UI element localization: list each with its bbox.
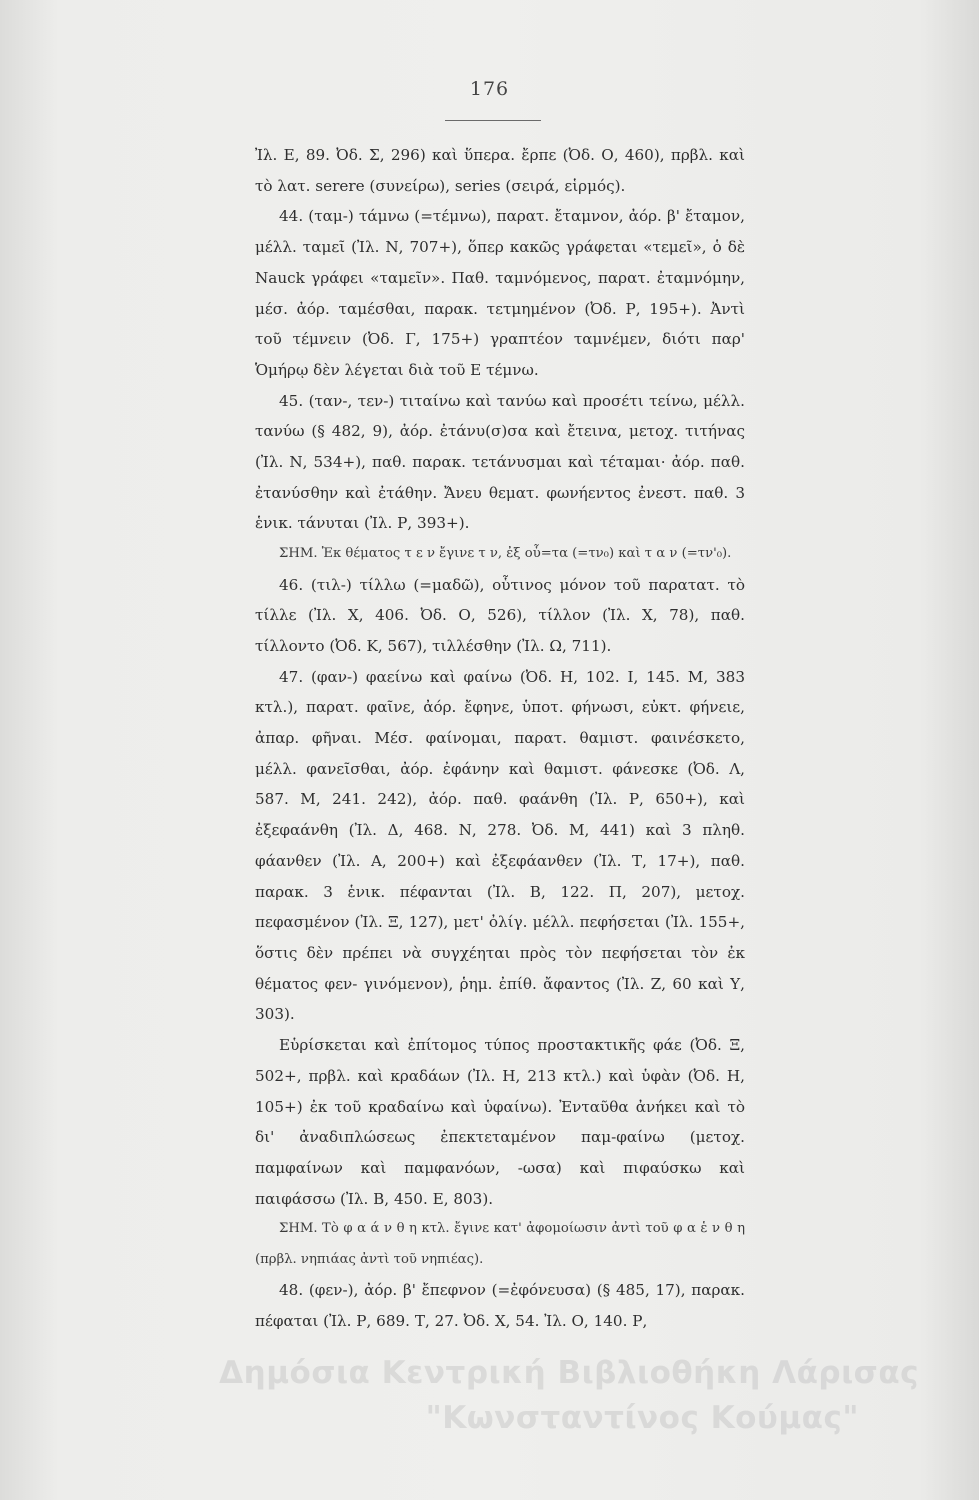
- note-45: ΣΗΜ. Ἐκ θέματος τ ε ν ἔγινε τ ν, ἐξ οὗ=τα (=τν₀) καὶ τ α ν (=τν'₀).: [279, 546, 732, 562]
- paragraph-45: 45. (ταν-, τεν-) τιταίνω καὶ τανύω καὶ προσέτι τείνω, μέλλ. τανύω (§ 482, 9), ἀόρ. ἐτάνυ(σ)σα καὶ ἔτεινα, μετοχ. τιτήνας (Ἰλ. Ν, 534+), παθ. παρακ. τετάνυσμαι καὶ τέταμαι· ἀόρ. παθ. ἐτανύσθην καὶ ἐτάθην. Ἄνευ θεματ. φωνήεντος ἐνεστ. παθ. 3 ἑνικ. τάνυται (Ἰλ. Ρ, 393+).: [255, 391, 745, 533]
- library-watermark-line2: "Κωνσταντίνος Κούμας": [425, 1400, 859, 1436]
- paragraph-44: 44. (ταμ-) τάμνω (=τέμνω), παρατ. ἔταμνον, ἀόρ. β' ἔταμον, μέλλ. ταμεῖ (Ἰλ. Ν, 707+), ὅπερ κακῶς γράφεται «τεμεῖ», ὁ δὲ Nauck γράφει «ταμεῖν». Παθ. ταμνόμενος, παρατ. ἐταμνόμην, μέσ. ἀόρ. ταμέσθαι, παρακ. τετμημένον (Ὀδ. Ρ, 195+). Ἀντὶ τοῦ τέμνειν (Ὀδ. Γ, 175+) γραπτέον ταμνέμεν, διότι παρ' Ὁμήρῳ δὲν λέγεται διὰ τοῦ Ε τέμνω.: [255, 207, 745, 379]
- note-47: ΣΗΜ. Τὸ φ α ά ν θ η κτλ. ἔγινε κατ' ἀφομοίωσιν ἀντὶ τοῦ φ α ἑ ν θ η (πρβλ. νηπιάας ἀντὶ τοῦ νηπιέας).: [255, 1221, 745, 1267]
- paragraph-48: 48. (φεν-), ἀόρ. β' ἔπεφνον (=ἐφόνευσα) (§ 485, 17), παρακ. πέφαται (Ἰλ. Ρ, 689. Τ, 27. Ὀδ. Χ, 54. Ἰλ. Ο, 140. Ρ,: [255, 1281, 745, 1330]
- library-watermark-line1: Δημόσια Κεντρική Βιβλιοθήκη Λάρισας: [219, 1355, 919, 1391]
- body-text: [255, 140, 745, 1337]
- paragraph-47: 47. (φαν-) φαείνω καὶ φαίνω (Ὀδ. Η, 102. Ι, 145. Μ, 383 κτλ.), παρατ. φαῖνε, ἀόρ. ἔφηνε, ὑποτ. φήνωσι, εὐκτ. φήνειε, ἀπαρ. φῆναι. Μέσ. φαίνομαι, παρατ. θαμιστ. φαινέσκετο, μέλλ. φανεῖσθαι, ἀόρ. ἐφάνην καὶ θαμιστ. φάνεσκε (Ὀδ. Λ, 587. Μ, 241. 242), ἀόρ. παθ. φαάνθη (Ἰλ. Ρ, 650+), καὶ ἐξεφαάνθη (Ἰλ. Δ, 468. Ν, 278. Ὀδ. Μ, 441) καὶ 3 πληθ. φάανθεν (Ἰλ. Α, 200+) καὶ ἐξεφάανθεν (Ἰλ. Τ, 17+), παθ. παρακ. 3 ἑνικ. πέφανται (Ἰλ. Β, 122. Π, 207), μετοχ. πεφασμένον (Ἰλ. Ξ, 127), μετ' ὀλίγ. μέλλ. πεφήσεται (Ἰλ. 155+, ὅστις δὲν πρέπει νὰ συγχέηται πρὸς τὸν πεφήσεται τὸν ἐκ θέματος φεν- γινόμενον), ῥημ. ἐπίθ. ἄφαντος (Ἰλ. Ζ, 60 καὶ Υ, 303).: [255, 667, 745, 1024]
- paragraph-47-continued: Εὑρίσκεται καὶ ἐπίτομος τύπος προστακτικῆς φάε (Ὀδ. Ξ, 502+, πρβλ. καὶ κραδάων (Ἰλ. Η, 213 κτλ.) καὶ ὑφὰν (Ὀδ. Η, 105+) ἐκ τοῦ κραδαίνω καὶ ὑφαίνω). Ἐνταῦθα ἀνήκει καὶ τὸ δι' ἀναδιπλώσεως ἐπεκτεταμένον παμ-φαίνω (μετοχ. παμφαίνων καὶ παμφανόων, -ωσα) καὶ πιφαύσκω καὶ παιφάσσω (Ἰλ. Β, 450. Ε, 803).: [255, 1036, 745, 1208]
- page-number: 176: [469, 78, 510, 100]
- paragraph-continuation: Ἰλ. Ε, 89. Ὀδ. Σ, 296) καὶ ὕπερα. ἔρπε (Ὀδ. Ο, 460), πρβλ. καὶ τὸ λατ. serere (συνείρω), series (σειρά, εἱρμός).: [255, 146, 745, 195]
- header-rule: [445, 120, 541, 121]
- paragraph-46: 46. (τιλ-) τίλλω (=μαδῶ), οὗτινος μόνον τοῦ παρατατ. τὸ τίλλε (Ἰλ. Χ, 406. Ὀδ. Ο, 526), τίλλον (Ἰλ. Χ, 78), παθ. τίλλοντο (Ὀδ. Κ, 567), τιλλέσθην (Ἰλ. Ω, 711).: [255, 575, 745, 655]
